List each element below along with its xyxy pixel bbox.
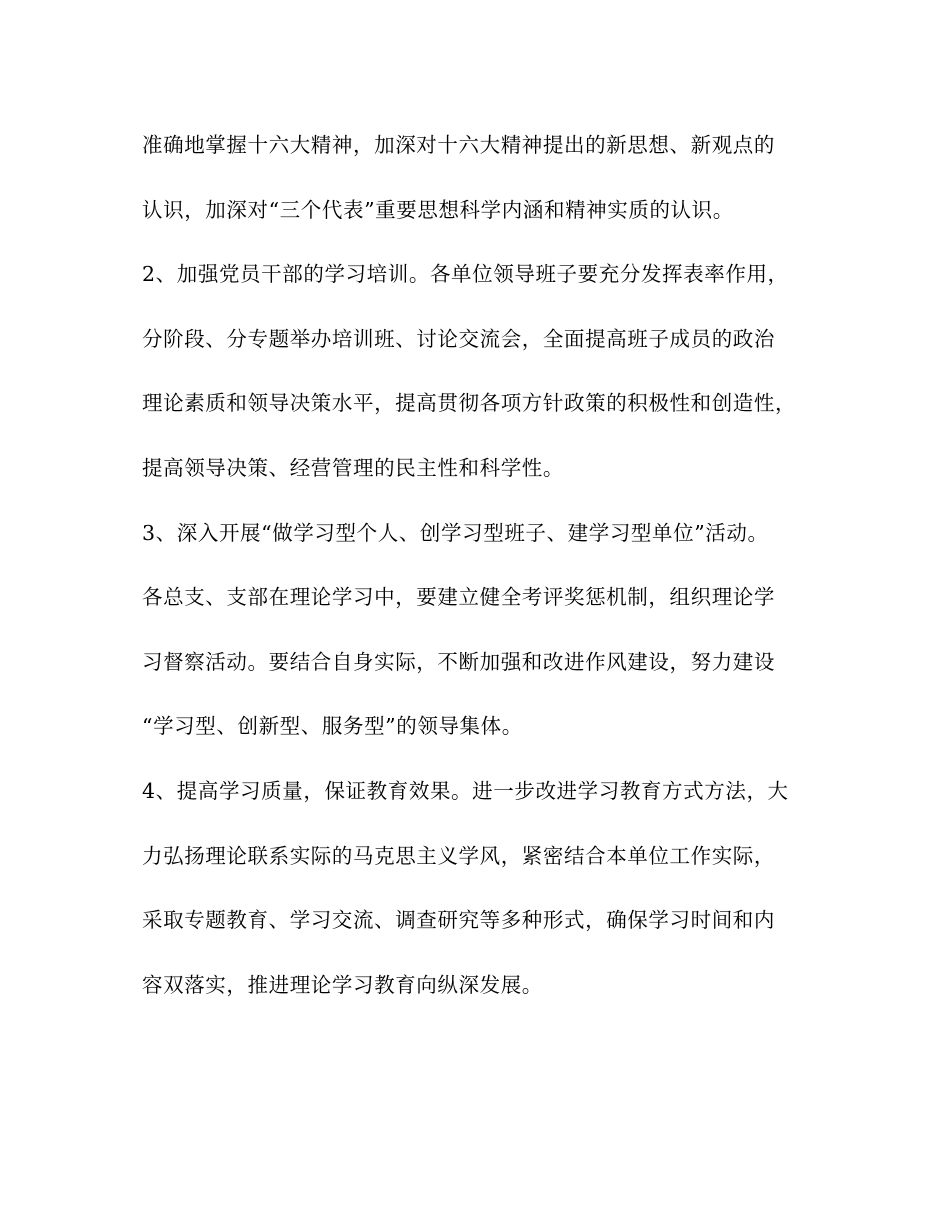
text-line: 分阶段、分专题举办培训班、讨论交流会，全面提高班子成员的政治 [142, 326, 775, 351]
text-line: 习督察活动。要结合自身实际，不断加强和改进作风建设，努力建设 [142, 649, 775, 674]
text-line: 各总支、支部在理论学习中，要建立健全考评奖惩机制，组织理论学 [142, 585, 775, 610]
text-line: 4、提高学习质量，保证教育效果。进一步改进学习教育方式方法，大 [142, 778, 789, 803]
text-line: 准确地掌握十六大精神，加深对十六大精神提出的新思想、新观点的 [142, 133, 775, 157]
body-text [142, 121, 822, 1025]
text-line: 提高领导决策、经营管理的民主性和科学性。 [142, 455, 564, 480]
text-line: “学习型、创新型、服务型”的领导集体。 [142, 714, 523, 739]
text-line: 理论素质和领导决策水平，提高贯彻各项方针政策的积极性和创造性， [142, 391, 797, 416]
text-line: 力弘扬理论联系实际的马克思主义学风，紧密结合本单位工作实际， [142, 843, 775, 868]
text-line: 采取专题教育、学习交流、调查研究等多种形式，确保学习时间和内 [142, 908, 775, 933]
text-line: 认识，加深对“三个代表”重要思想科学内涵和精神实质的认识。 [142, 197, 734, 222]
text-line: 容双落实，推进理论学习教育向纵深发展。 [142, 972, 543, 997]
text-line: 3、深入开展“做学习型个人、创学习型班子、建学习型单位”活动。 [142, 520, 769, 545]
text-line: 2、加强党员干部的学习培训。各单位领导班子要充分发挥表率作用， [142, 262, 789, 287]
